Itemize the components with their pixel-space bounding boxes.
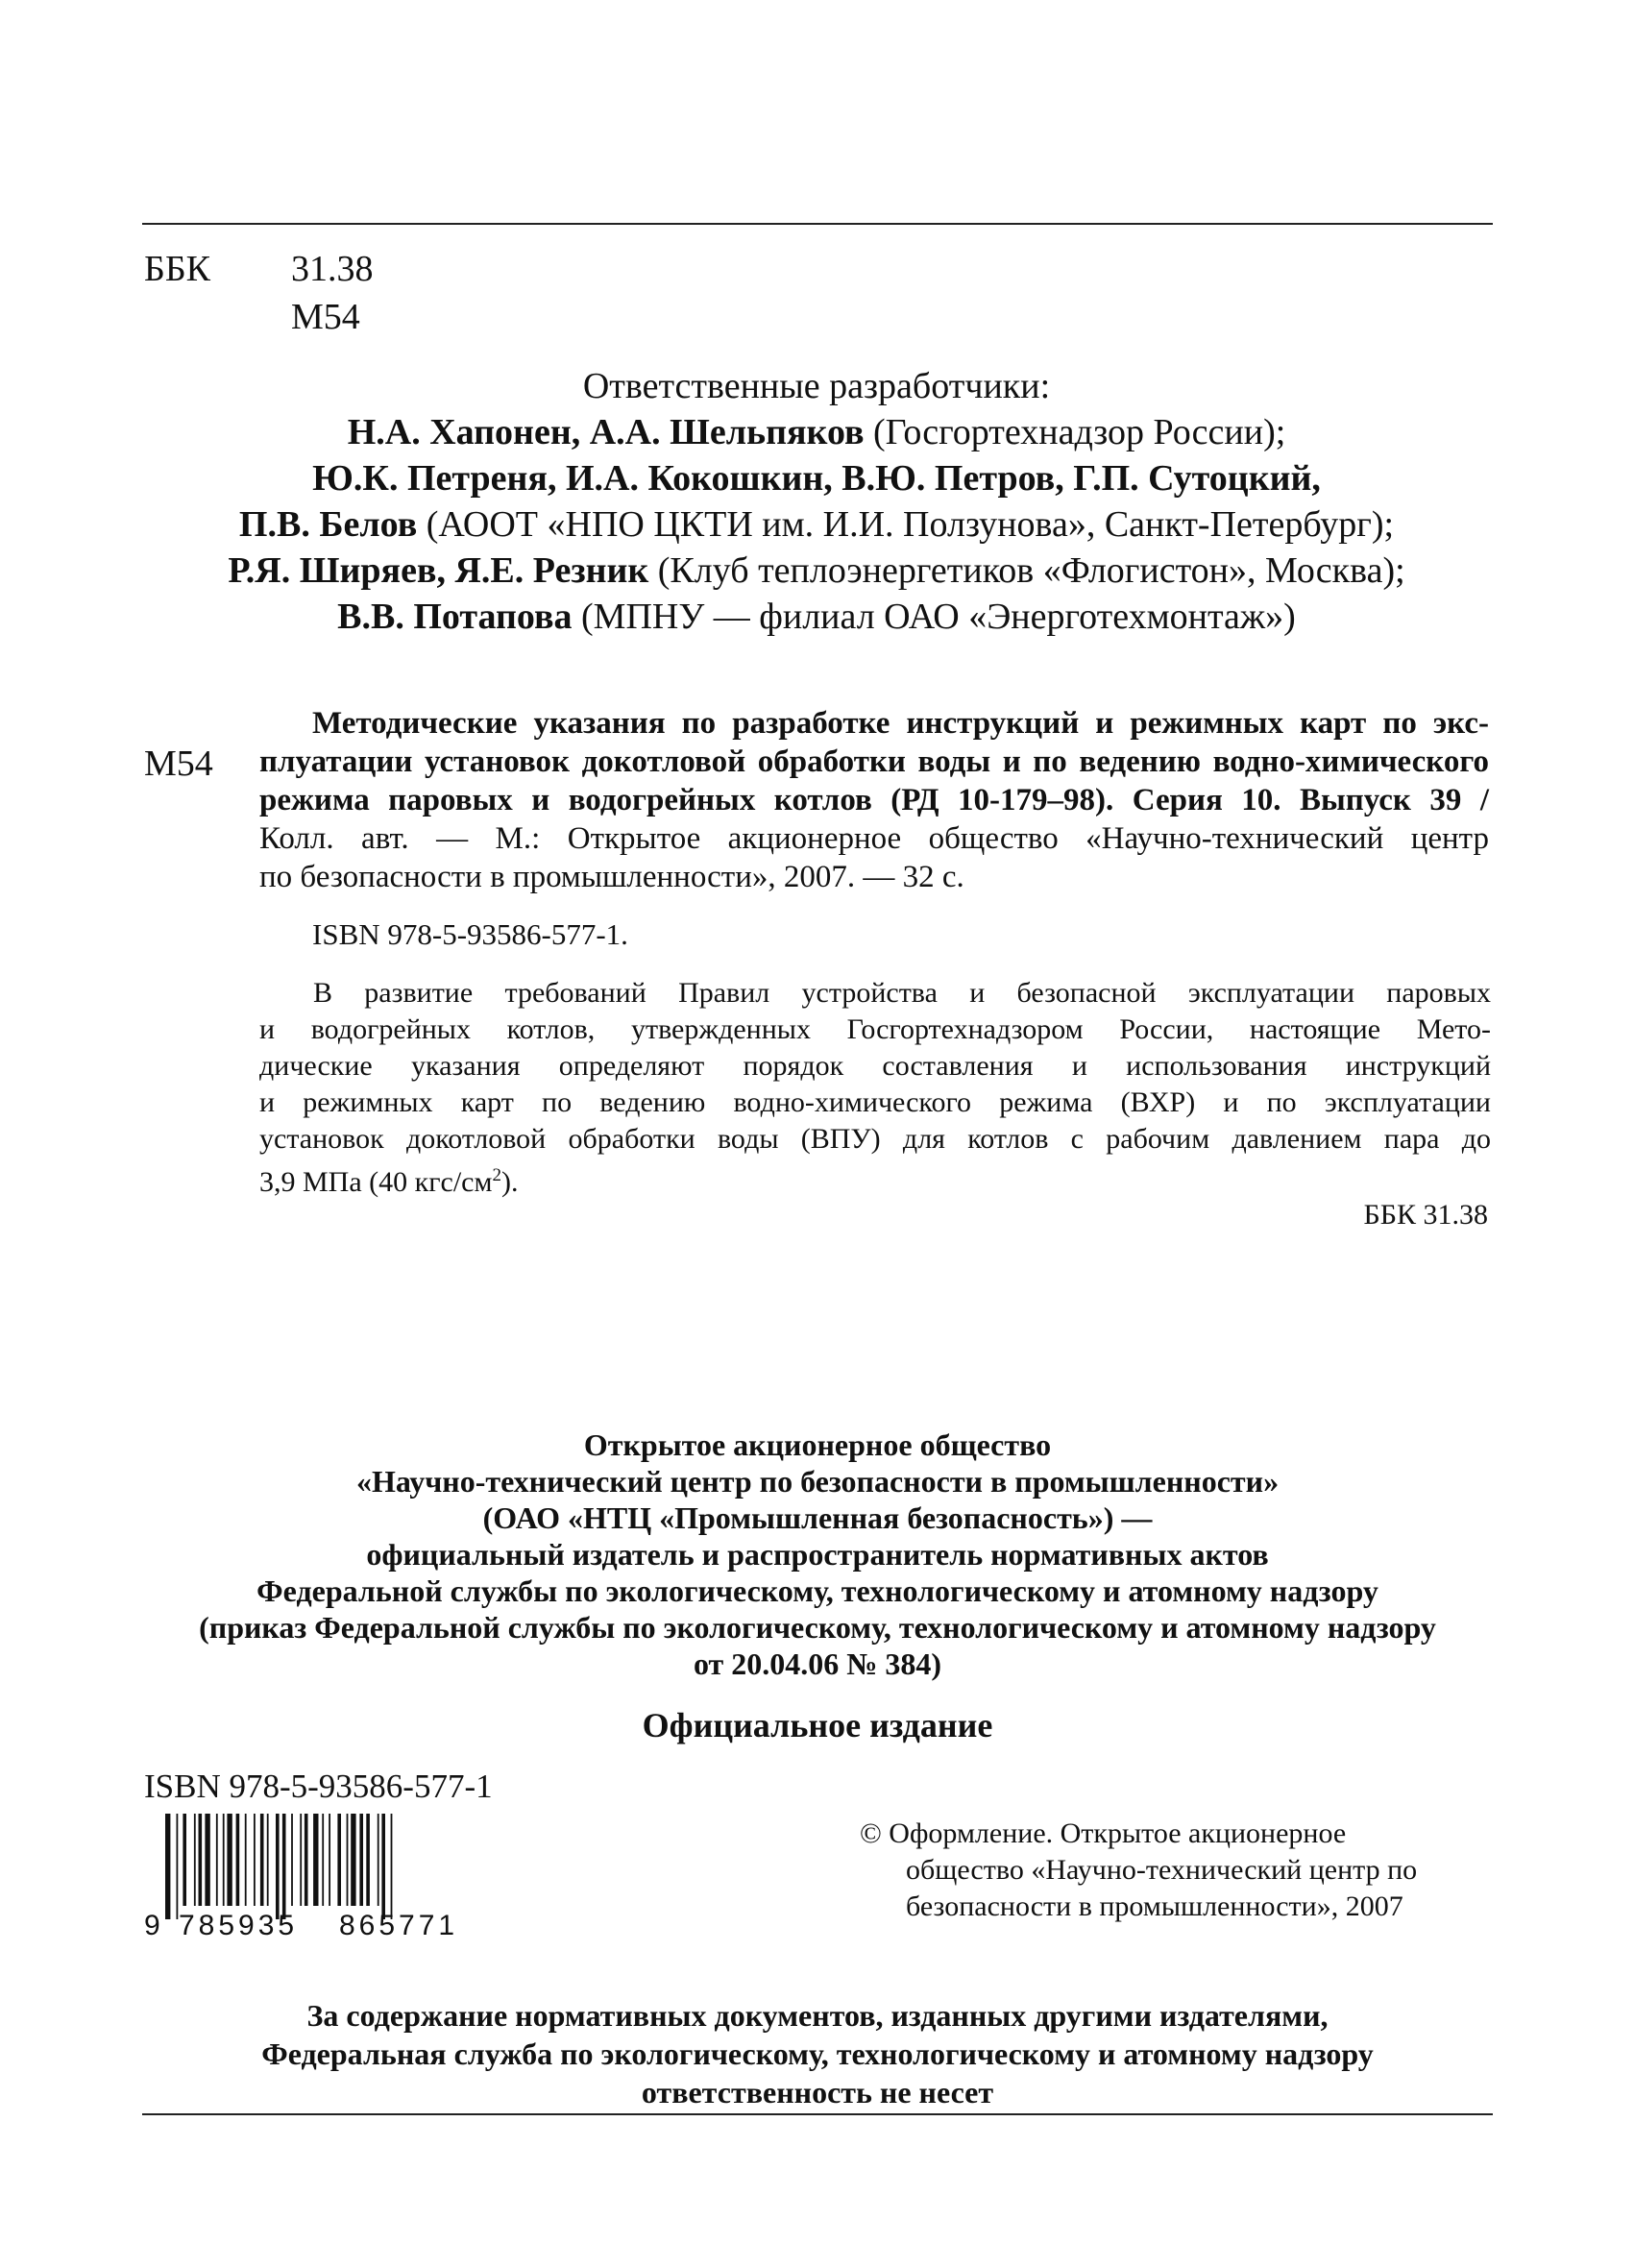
barcode-digits-right: 865771 bbox=[339, 1910, 459, 1939]
barcode-bar bbox=[391, 1814, 393, 1919]
imprint-line: Колл. авт. — М.: Открытое акционерное общество «Научно-технический центр bbox=[259, 821, 1489, 856]
disclaimer-line: Федеральная служба по экологическому, технологическому и атомному надзору bbox=[261, 2036, 1374, 2071]
developers-line bbox=[144, 409, 1489, 455]
title-line: режима паровых и водогрейных котлов (РД 10-179–98). Серия 10. Выпуск 39 / bbox=[259, 783, 1489, 817]
disclaimer-line: За содержание нормативных документов, изданных другими издателями, bbox=[306, 1998, 1329, 2033]
barcode-bar bbox=[337, 1814, 341, 1906]
abstract-line: и режимных карт по ведению водно-химического режима (ВХР) и по эксплуатации bbox=[259, 1086, 1491, 1118]
publisher-line: Открытое акционерное общество bbox=[583, 1427, 1052, 1462]
abstract-end-text: ). bbox=[500, 1166, 519, 1198]
barcode-bar bbox=[205, 1814, 209, 1906]
barcode-graphic bbox=[144, 1814, 548, 1939]
developer-names: П.В. Белов bbox=[238, 504, 418, 545]
top-rule bbox=[142, 223, 1493, 225]
title-line: Методические указания по разработке инструкций и режимных карт по экс- bbox=[312, 706, 1489, 741]
superscript: 2 bbox=[492, 1165, 501, 1185]
publisher-line: Федеральной службы по экологическому, технологическому и атомному надзору bbox=[256, 1573, 1378, 1608]
copyright-line: общество «Научно-технический центр по bbox=[906, 1854, 1418, 1886]
barcode-bar bbox=[347, 1814, 349, 1906]
barcode-bar bbox=[245, 1814, 247, 1906]
developers-heading: Ответственные разработчики: bbox=[582, 366, 1051, 406]
publisher-line: официальный издатель и распространитель нормативных актов bbox=[366, 1537, 1269, 1572]
barcode-bar bbox=[329, 1814, 330, 1906]
barcode-bar bbox=[183, 1814, 186, 1906]
barcode-digits-left: 785935 bbox=[179, 1910, 299, 1939]
copyright-line: безопасности в промышленности», 2007 bbox=[906, 1890, 1403, 1922]
barcode-bar bbox=[260, 1814, 264, 1906]
bbk-code: 31.38 bbox=[291, 249, 374, 289]
official-edition: Официальное издание bbox=[642, 1706, 993, 1744]
barcode-bar bbox=[165, 1814, 170, 1919]
abstract-line: дические указания определяют порядок составления и использования инструкций bbox=[259, 1050, 1491, 1082]
developer-names: В.В. Потапова bbox=[337, 597, 573, 637]
publisher-line: от 20.04.06 № 384) bbox=[693, 1646, 942, 1681]
isbn-record: ISBN 978-5-93586-577-1. bbox=[312, 917, 628, 951]
abstract-line: и водогрейных котлов, утвержденных Госгортехнадзором России, настоящие Мето- bbox=[259, 1013, 1491, 1045]
publisher-block bbox=[142, 1427, 1493, 1682]
barcode-bar bbox=[381, 1814, 385, 1919]
developer-affiliation: (Госгортехнадзор России); bbox=[864, 412, 1286, 452]
barcode-bar bbox=[282, 1814, 286, 1919]
developers-line bbox=[144, 548, 1489, 594]
barcode-bar bbox=[267, 1814, 269, 1906]
publisher-line: «Научно-технический центр по безопасности в промышленности» bbox=[355, 1464, 1280, 1499]
barcode-bar bbox=[351, 1814, 355, 1906]
title-line: плуатации установок докотловой обработки воды и по ведению водно-химического bbox=[259, 744, 1489, 779]
bibliographic-record bbox=[259, 704, 1489, 896]
abstract-line bbox=[259, 1158, 1491, 1201]
barcode-bar bbox=[291, 1814, 293, 1906]
developers-line bbox=[144, 455, 1489, 501]
developer-affiliation: (АООТ «НПО ЦКТИ им. И.И. Ползунова», Санкт-Петербург); bbox=[417, 504, 1395, 545]
barcode-bar bbox=[305, 1814, 308, 1906]
barcode-bar bbox=[313, 1814, 318, 1906]
copyright-notice bbox=[860, 1816, 1494, 1925]
publisher-line: (приказ Федеральной службы по экологическому, технологическому и атомному надзору bbox=[199, 1610, 1436, 1645]
bbk-codes bbox=[291, 245, 374, 341]
developers-line bbox=[144, 501, 1489, 548]
barcode-bar bbox=[236, 1814, 240, 1906]
developer-affiliation: (Клуб теплоэнергетиков «Флогистон», Москва); bbox=[648, 550, 1405, 591]
imprint-line: по безопасности в промышленности», 2007. — 32 с. bbox=[259, 860, 964, 894]
abstract-pressure-text: 3,9 МПа (40 кгс/см bbox=[259, 1166, 493, 1198]
barcode-bar bbox=[276, 1814, 280, 1919]
barcode-bar bbox=[194, 1814, 196, 1906]
barcode-bar bbox=[300, 1814, 302, 1906]
abstract-line: В развитие требований Правил устройства и безопасной эксплуатации паровых bbox=[313, 977, 1491, 1009]
responsible-developers bbox=[144, 363, 1489, 640]
disclaimer bbox=[142, 1996, 1493, 2111]
barcode-bar bbox=[199, 1814, 203, 1906]
barcode-bar bbox=[227, 1814, 232, 1906]
disclaimer-line: ответственность не несет bbox=[641, 2075, 994, 2109]
barcode-bar bbox=[378, 1814, 379, 1906]
abstract-line: установок докотловой обработки воды (ВПУ) для котлов с рабочим давлением пара до bbox=[259, 1123, 1491, 1155]
copyright-line: © Оформление. Открытое акционерное bbox=[860, 1817, 1347, 1849]
barcode-digit-first: 9 bbox=[144, 1910, 160, 1939]
annotation-index: М54 bbox=[144, 744, 213, 784]
bottom-rule bbox=[142, 2113, 1493, 2115]
isbn-barcode bbox=[144, 1814, 548, 1943]
barcode-bar bbox=[223, 1814, 225, 1906]
bbk-author-index: М54 bbox=[291, 297, 360, 337]
barcode-bar bbox=[254, 1814, 256, 1906]
barcode-bar bbox=[322, 1814, 324, 1906]
publisher-line: (ОАО «НТЦ «Промышленная безопасность») — bbox=[482, 1500, 1153, 1535]
isbn-above-barcode: ISBN 978-5-93586-577-1 bbox=[144, 1768, 493, 1805]
developer-names: Н.А. Хапонен, А.А. Шельпяков bbox=[347, 412, 865, 452]
barcode-bar bbox=[177, 1814, 179, 1919]
barcode-bar bbox=[216, 1814, 218, 1906]
developer-affiliation: (МПНУ — филиал ОАО «Энерготехмонтаж») bbox=[572, 597, 1296, 637]
barcode-bar bbox=[359, 1814, 363, 1906]
developers-line bbox=[144, 594, 1489, 640]
developer-names: Ю.К. Петреня, И.А. Кокошкин, В.Ю. Петров, Г.П. Сутоцкий, bbox=[312, 458, 1321, 499]
barcode-bar bbox=[366, 1814, 370, 1906]
abstract bbox=[259, 975, 1491, 1201]
developer-names: Р.Я. Ширяев, Я.Е. Резник bbox=[228, 550, 649, 591]
bbk-bottom: ББК 31.38 bbox=[1363, 1199, 1488, 1231]
bbk-label: ББК bbox=[144, 249, 210, 289]
